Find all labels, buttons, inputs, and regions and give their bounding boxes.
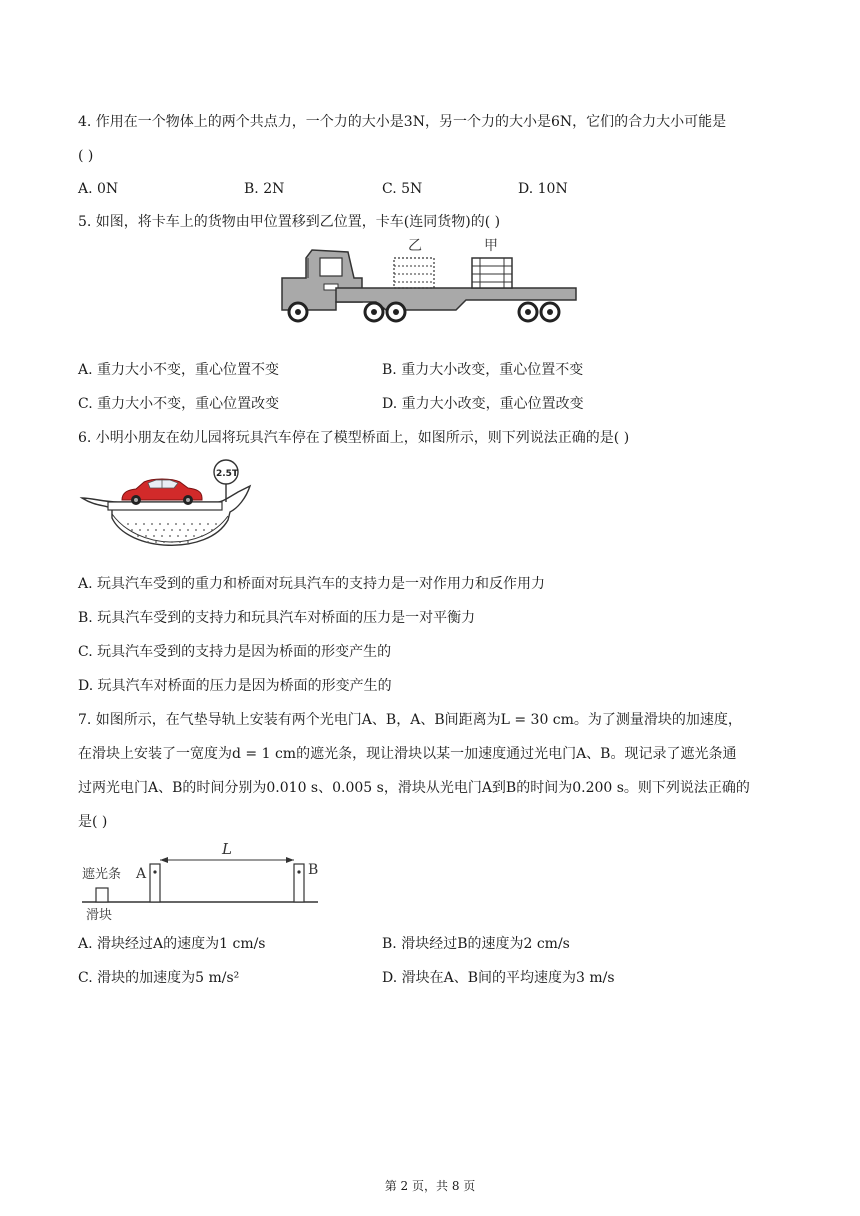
q7-option-c: C. 滑块的加速度为5 m/s² xyxy=(78,970,240,986)
label-L: L xyxy=(222,840,232,858)
q4-option-d: D. 10N xyxy=(518,181,568,197)
toy-car-bridge-figure xyxy=(78,458,254,558)
q5-option-b: B. 重力大小改变，重心位置不变 xyxy=(382,362,584,378)
q7-stem-line1: 7. 如图所示，在气垫导轨上安装有两个光电门A、B，A、B间距离为L = 30 cm。为了测量滑块的加速度， xyxy=(78,712,742,728)
q7-option-b: B. 滑块经过B的速度为2 cm/s xyxy=(382,936,570,952)
page-footer: 第 2 页，共 8 页 xyxy=(384,1179,476,1193)
q4-option-b: B. 2N xyxy=(244,181,285,197)
q6-option-b: B. 玩具汽车受到的支持力和玩具汽车对桥面的压力是一对平衡力 xyxy=(78,610,476,626)
label-gate-a: A xyxy=(136,866,147,882)
q6-option-d: D. 玩具汽车对桥面的压力是因为桥面的形变产生的 xyxy=(78,678,392,694)
q6-option-a: A. 玩具汽车受到的重力和桥面对玩具汽车的支持力是一对作用力和反作用力 xyxy=(78,576,546,592)
q7-stem-line3: 过两光电门A、B的时间分别为0.010 s、0.005 s，滑块从光电门A到B的时间为0.200 s。则下列说法正确的 xyxy=(78,780,750,796)
q7-stem-line4: 是( ) xyxy=(78,814,108,830)
q4-option-c: C. 5N xyxy=(382,181,423,197)
label-gate-b: B xyxy=(308,862,319,878)
q4-option-a: A. 0N xyxy=(78,181,119,197)
q5-option-c: C. 重力大小不变，重心位置改变 xyxy=(78,396,280,412)
q6-option-c: C. 玩具汽车受到的支持力是因为桥面的形变产生的 xyxy=(78,644,392,660)
q7-option-a: A. 滑块经过A的速度为1 cm/s xyxy=(78,936,266,952)
q4-stem-line2: ( ) xyxy=(78,148,94,164)
label-zheguangtiao: 遮光条 xyxy=(82,867,122,882)
bridge-limit-sign: 2.5T xyxy=(216,469,239,479)
q5-option-d: D. 重力大小改变，重心位置改变 xyxy=(382,396,584,412)
q7-option-d: D. 滑块在A、B间的平均速度为3 m/s xyxy=(382,970,615,986)
q6-stem: 6. 小明小朋友在幼儿园将玩具汽车停在了模型桥面上，如图所示，则下列说法正确的是( ) xyxy=(78,430,630,446)
q7-stem-line2: 在滑块上安装了一宽度为d = 1 cm的遮光条，现让滑块以某一加速度通过光电门A、B。现记录了遮光条通 xyxy=(78,746,737,762)
truck-figure xyxy=(276,236,586,328)
q4-stem-line1: 4. 作用在一个物体上的两个共点力，一个力的大小是3N，另一个力的大小是6N，它们的合力大小可能是 xyxy=(78,114,727,130)
q5-stem: 5. 如图，将卡车上的货物由甲位置移到乙位置，卡车(连同货物)的( ) xyxy=(78,214,501,230)
label-huakuai: 滑块 xyxy=(86,908,113,923)
label-jia: 甲 xyxy=(484,238,498,254)
q5-option-a: A. 重力大小不变，重心位置不变 xyxy=(78,362,280,378)
air-track-figure xyxy=(78,840,328,924)
label-yi: 乙 xyxy=(408,238,422,254)
